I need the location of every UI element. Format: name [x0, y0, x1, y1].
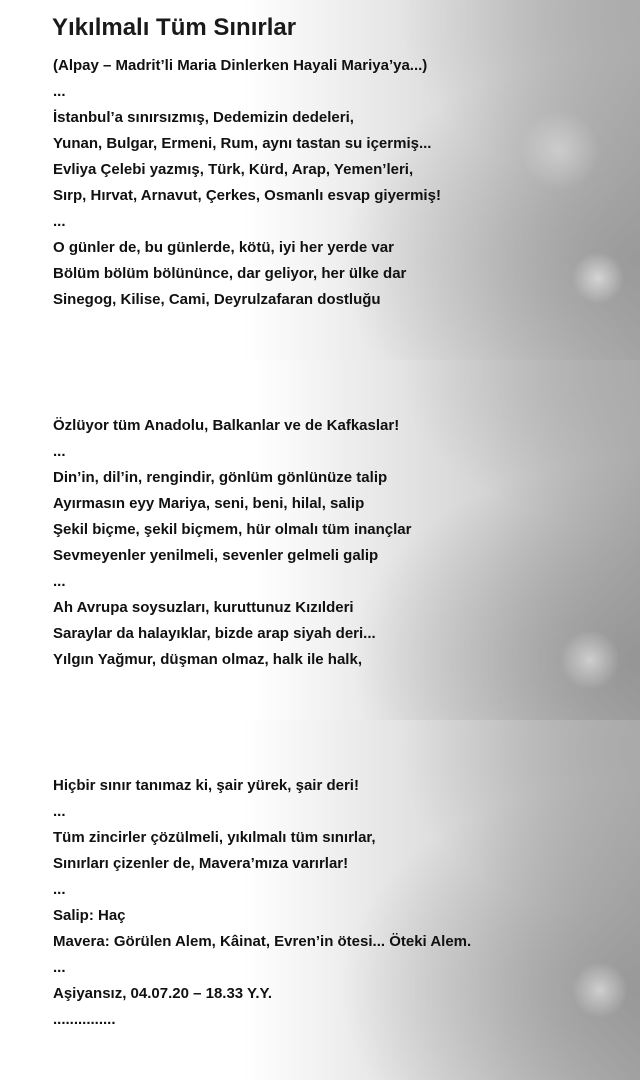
poem-line: ... — [53, 443, 66, 460]
poem-lines — [53, 773, 471, 1033]
poem-line: Şekil biçme, şekil biçmem, hür olmalı tüm inançlar — [53, 521, 412, 538]
poem-line: Özlüyor tüm Anadolu, Balkanlar ve de Kafkaslar! — [53, 417, 400, 434]
poem-line: (Alpay – Madrit’li Maria Dinlerken Hayali Mariya’ya...) — [53, 57, 428, 74]
poem-page-2 — [0, 360, 640, 720]
poem-line: Saraylar da halayıklar, bizde arap siyah deri... — [53, 625, 376, 642]
poem-line: Sırp, Hırvat, Arnavut, Çerkes, Osmanlı esvap giyermiş! — [53, 187, 441, 204]
poem-line: Evliya Çelebi yazmış, Türk, Kürd, Arap, Yemen’leri, — [53, 161, 414, 178]
poem-line: Mavera: Görülen Alem, Kâinat, Evren’in ötesi... Öteki Alem. — [53, 933, 472, 950]
poem-line: Yunan, Bulgar, Ermeni, Rum, aynı tastan su içermiş... — [53, 135, 432, 152]
poem-line: Tüm zincirler çözülmeli, yıkılmalı tüm sınırlar, — [53, 829, 376, 846]
poem-line: Yılgın Yağmur, düşman olmaz, halk ile halk, — [53, 651, 362, 668]
poem-line: O günler de, bu günlerde, kötü, iyi her yerde var — [53, 239, 394, 256]
poem-line: Salip: Haç — [53, 907, 126, 924]
poem-line: ... — [53, 83, 66, 100]
poem-line: ... — [53, 803, 66, 820]
poem-line: Ayırmasın eyy Mariya, seni, beni, hilal, salip — [53, 495, 365, 512]
poem-line: Sınırları çizenler de, Mavera’mıza varırlar! — [53, 855, 349, 872]
poem-line: Sevmeyenler yenilmeli, sevenler gelmeli galip — [53, 547, 379, 564]
poem-line: ... — [53, 959, 66, 976]
poem-lines — [53, 53, 441, 313]
poem-lines — [53, 413, 411, 673]
poem-line: Sinegog, Kilise, Cami, Deyrulzafaran dostluğu — [53, 291, 381, 308]
poem-title: Yıkılmalı Tüm Sınırlar — [52, 14, 297, 41]
poem-line: Ah Avrupa soysuzları, kuruttunuz Kızılderi — [53, 599, 354, 616]
poem-line: ... — [53, 573, 66, 590]
poem-page-1 — [0, 0, 640, 360]
poem-line: ............... — [53, 1011, 116, 1028]
poem-line: ... — [53, 881, 66, 898]
poem-line: ... — [53, 213, 66, 230]
poem-line: Bölüm bölüm bölününce, dar geliyor, her ülke dar — [53, 265, 407, 282]
poem-line: İstanbul’a sınırsızmış, Dedemizin dedeleri, — [53, 109, 354, 126]
poem-page-3 — [0, 720, 640, 1080]
poem-line: Hiçbir sınır tanımaz ki, şair yürek, şair deri! — [53, 777, 359, 794]
poem-line: Din’in, dil’in, rengindir, gönlüm gönlünüze talip — [53, 469, 388, 486]
poem-line: Aşiyansız, 04.07.20 – 18.33 Y.Y. — [53, 985, 273, 1002]
